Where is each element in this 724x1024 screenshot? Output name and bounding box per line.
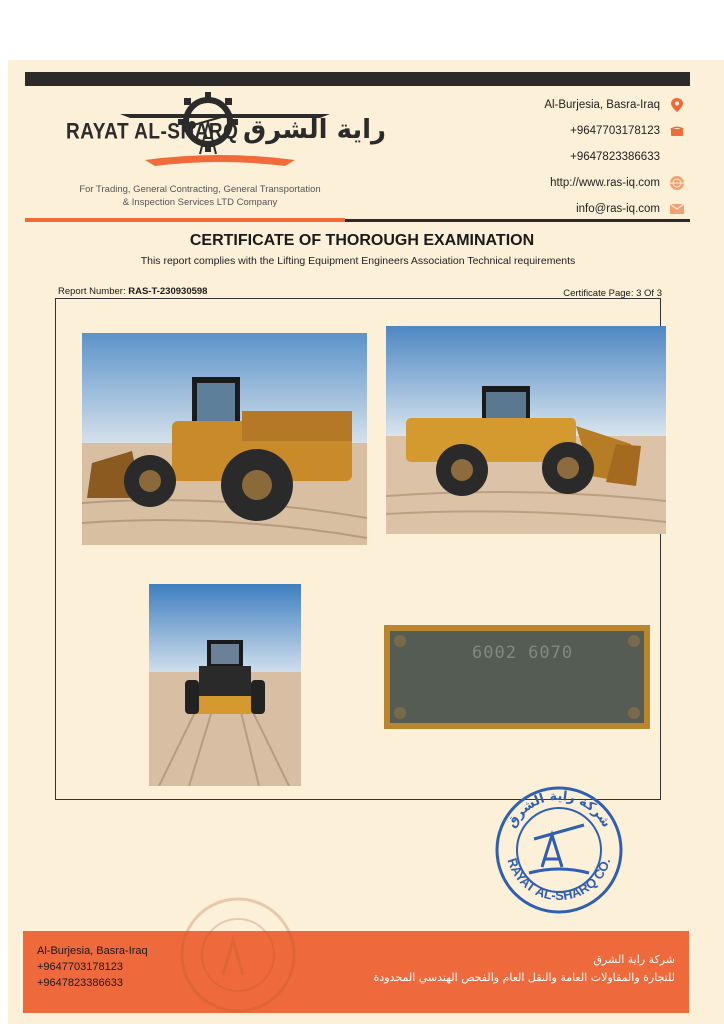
phone-1-text: +9647703178123 — [570, 125, 660, 137]
certificate-title: CERTIFICATE OF THOROUGH EXAMINATION — [189, 232, 535, 249]
certificate-page-label: Certificate Page: 3 Of 3 — [563, 288, 662, 299]
tagline-line-2: & Inspection Services LTD Company — [122, 197, 278, 208]
company-name-en: RAYAT AL-SHARQ — [66, 120, 239, 145]
telephone-icon — [670, 124, 684, 138]
footer-ar-line-2: للتجارة والمقاولات العامة والنقل العام والفحص الهندسي المحدودة — [373, 971, 675, 984]
location-pin-icon — [670, 98, 684, 112]
tagline-line-1: For Trading, General Contracting, General Transportation — [79, 184, 321, 195]
footer-address: Al-Burjesia, Basra-Iraq — [37, 945, 148, 957]
contact-website — [544, 170, 684, 196]
phone-2-text: +9647823386633 — [570, 151, 660, 163]
email-text: info@ras-iq.com — [576, 203, 660, 215]
footer-bar — [23, 931, 689, 1013]
address-text: Al-Burjesia, Basra-Iraq — [544, 99, 660, 111]
footer-phone-1: +9647703178123 — [37, 961, 123, 973]
serial-plate-photo — [384, 625, 650, 729]
contact-phone-1 — [544, 118, 684, 144]
header-divider-dark — [345, 219, 690, 222]
report-number — [58, 286, 207, 297]
website-text: http://www.ras-iq.com — [550, 177, 660, 189]
loader-photo-1 — [82, 333, 367, 545]
certificate-subtitle: This report complies with the Lifting Equipment Engineers Association Technical requirements — [140, 255, 576, 267]
header-divider-orange — [25, 218, 345, 222]
company-tagline — [40, 183, 360, 209]
contact-block — [544, 92, 684, 222]
loader-photo-3 — [149, 584, 301, 786]
footer-arabic-name — [374, 951, 675, 987]
envelope-icon — [670, 202, 684, 216]
footer-phone-2: +9647823386633 — [37, 977, 123, 989]
footer-contact — [37, 943, 148, 991]
watermark-logo-icon — [178, 895, 298, 1015]
company-stamp-icon — [494, 785, 624, 915]
stamp-top-text: شركة راية الشرق — [504, 788, 614, 831]
contact-phone-2 — [544, 144, 684, 170]
report-number-label: Report Number: — [58, 286, 126, 297]
report-number-value: RAS-T-230930598 — [128, 286, 208, 297]
company-name-ar: راية الشرق — [243, 115, 387, 145]
globe-icon — [670, 176, 684, 190]
contact-address — [544, 92, 684, 118]
footer-ar-line-1: شركة راية الشرق — [593, 953, 675, 966]
header-top-bar — [25, 72, 690, 86]
loader-photo-2 — [386, 326, 666, 534]
serial-plate-text: 6002 6070 — [472, 643, 574, 663]
stamp-bottom-text: RAYAT AL-SHARQ CO. — [504, 856, 614, 904]
